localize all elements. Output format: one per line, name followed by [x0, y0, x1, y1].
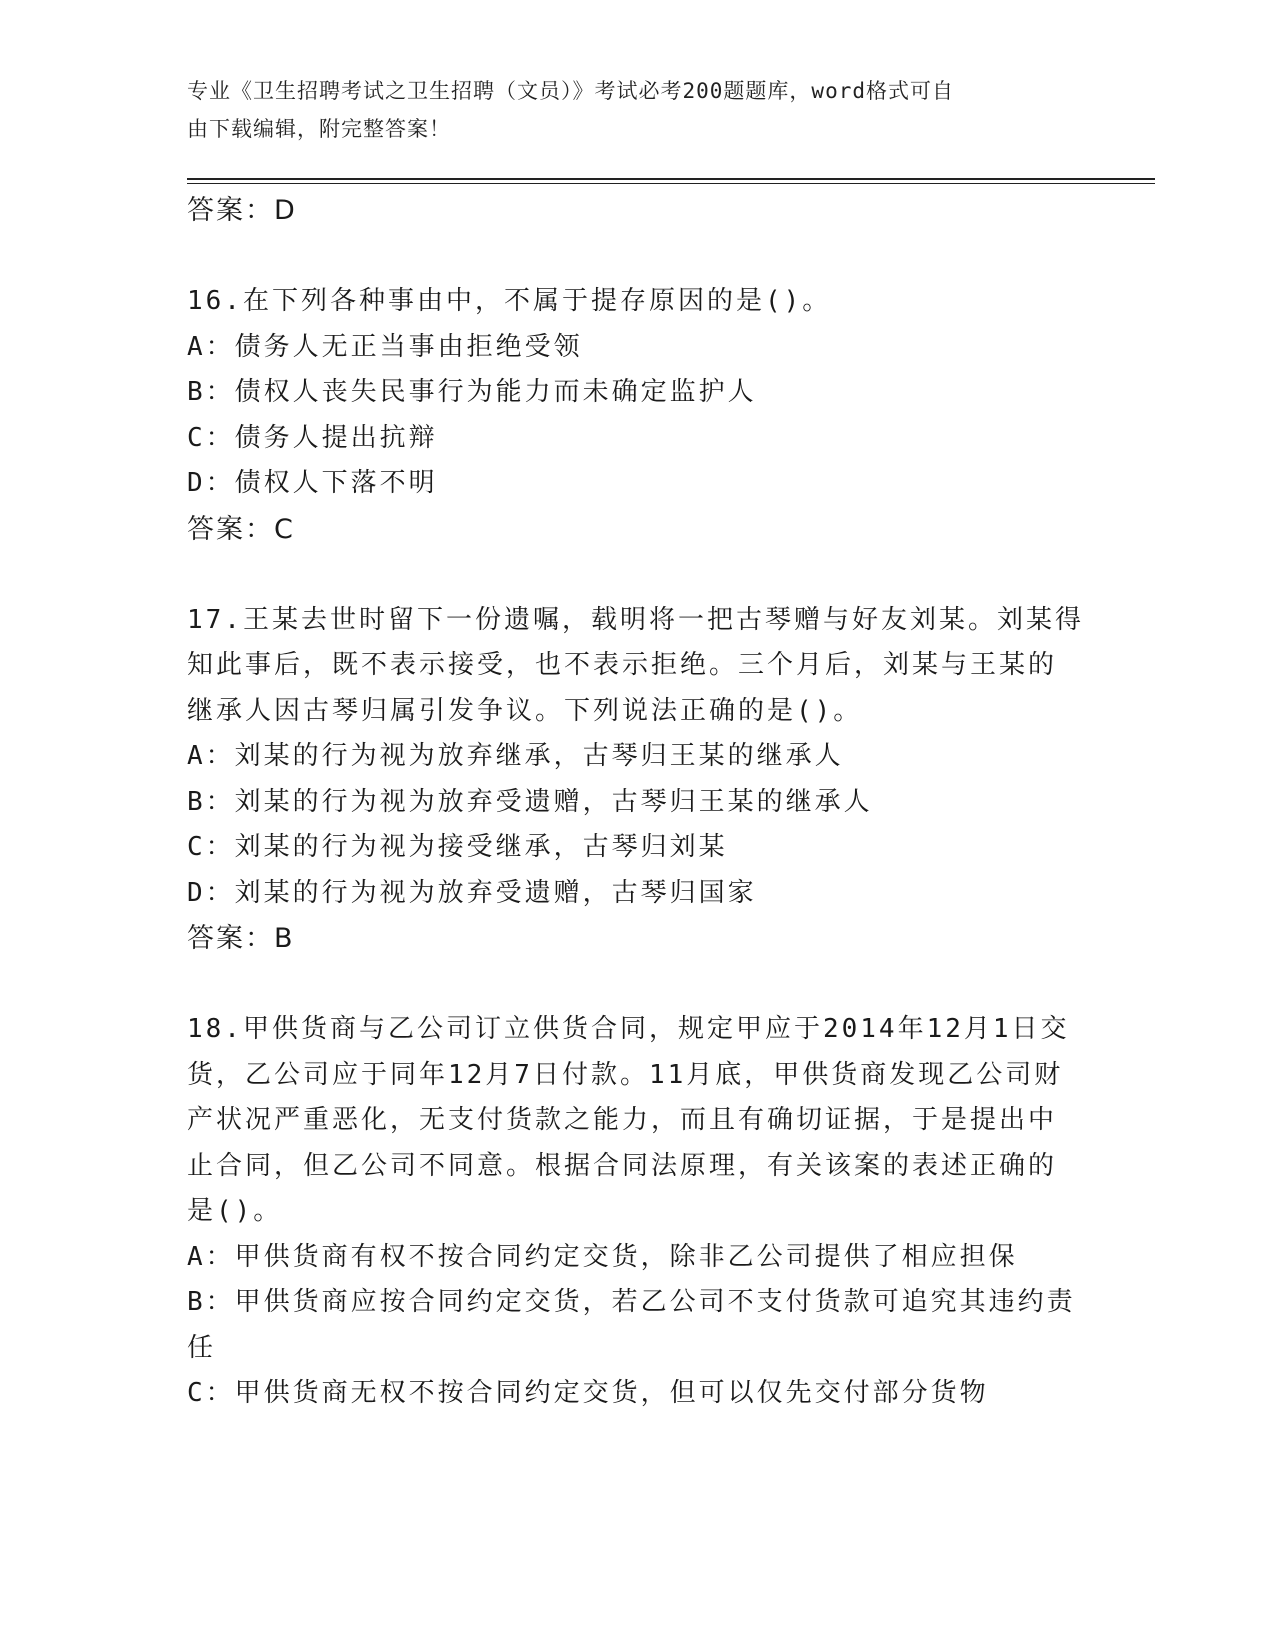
- spacer: [187, 961, 1087, 1007]
- option-b: B：刘某的行为视为放弃受遗赠，古琴归王某的继承人: [187, 786, 873, 817]
- previous-answer: 答案：D: [187, 195, 297, 226]
- question-stem-line: 17.王某去世时留下一份遗嘱，载明将一把古琴赠与好友刘某。刘某得: [187, 604, 1084, 635]
- document-header: [187, 72, 1067, 148]
- answer-label: 答案：C: [187, 513, 295, 545]
- option-b-continued: 任: [187, 1332, 217, 1363]
- question-stem-line: 是()。: [187, 1196, 283, 1226]
- option-b: B：债权人丧失民事行为能力而未确定监护人: [187, 377, 757, 407]
- question-stem-line: 继承人因古琴归属引发争议。下列说法正确的是()。: [187, 695, 863, 726]
- question-stem-line: 产状况严重恶化，无支付货款之能力，而且有确切证据，于是提出中: [187, 1105, 1058, 1135]
- option-a: A：债务人无正当事由拒绝受领: [187, 331, 583, 362]
- option-b: B：甲供货商应按合同约定交货，若乙公司不支付货款可追究其违约责: [187, 1287, 1076, 1317]
- option-c: C：甲供货商无权不按合同约定交货，但可以仅先交付部分货物: [187, 1378, 989, 1408]
- question-stem-line: 18.甲供货商与乙公司订立供货合同，规定甲应于2014年12月1日交: [187, 1014, 1070, 1044]
- question-stem-line: 16.在下列各种事由中，不属于提存原因的是()。: [187, 286, 832, 316]
- question-block: [187, 1007, 1087, 1417]
- option-d: D：刘某的行为视为放弃受遗赠，古琴归国家: [187, 877, 757, 908]
- option-c: C：刘某的行为视为接受继承，古琴归刘某: [187, 832, 728, 862]
- header-line-1: 专业《卫生招聘考试之卫生招聘（文员）》考试必考200题题库，word格式可自: [187, 79, 954, 103]
- answer-label: 答案：B: [187, 923, 295, 954]
- question-stem-line: 知此事后，既不表示接受，也不表示拒绝。三个月后，刘某与王某的: [187, 650, 1058, 680]
- option-a: A：刘某的行为视为放弃继承，古琴归王某的继承人: [187, 741, 844, 771]
- question-stem-line: 止合同，但乙公司不同意。根据合同法原理，有关该案的表述正确的: [187, 1150, 1058, 1181]
- spacer: [187, 552, 1087, 598]
- option-c: C：债务人提出抗辩: [187, 422, 438, 453]
- question-block: [187, 279, 1087, 552]
- question-stem-line: 货，乙公司应于同年12月7日付款。11月底，甲供货商发现乙公司财: [187, 1059, 1064, 1090]
- spacer: [187, 233, 1087, 279]
- header-rule-thick: [187, 178, 1155, 180]
- option-d: D：债权人下落不明: [187, 468, 438, 498]
- question-block: [187, 598, 1087, 962]
- header-rule-thin: [187, 183, 1155, 184]
- header-line-2: 由下载编辑，附完整答案！: [187, 117, 451, 141]
- question-content: [187, 188, 1087, 1417]
- option-a: A：甲供货商有权不按合同约定交货，除非乙公司提供了相应担保: [187, 1241, 1018, 1272]
